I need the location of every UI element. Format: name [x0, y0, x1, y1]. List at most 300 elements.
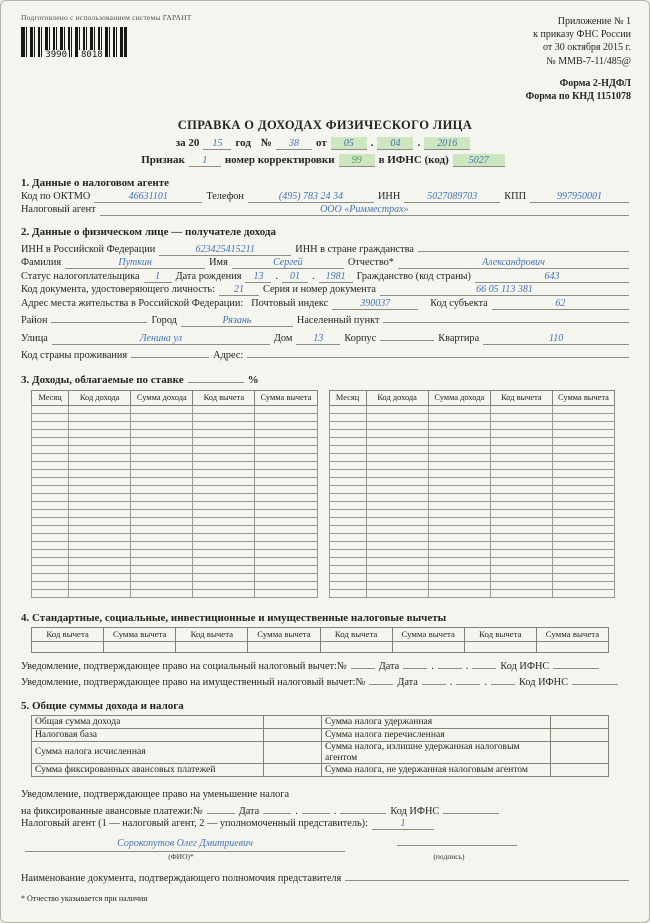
- income-cell: [329, 437, 366, 445]
- income-cell: [131, 565, 193, 573]
- deduction-cell: [176, 641, 248, 652]
- income-cell: [193, 509, 255, 517]
- tax-rate-field: [188, 371, 244, 383]
- correction-label: номер корректировки: [224, 154, 335, 167]
- income-cell: [428, 485, 490, 493]
- income-cell: [490, 485, 552, 493]
- income-cell: [193, 437, 255, 445]
- income-cell: [366, 429, 428, 437]
- income-cell: [255, 501, 317, 509]
- income-cell: [428, 469, 490, 477]
- phone-field: (495) 783 24 34: [248, 191, 374, 203]
- income-cell: [32, 581, 69, 589]
- deduction-row: [32, 641, 609, 652]
- income-cell: [32, 533, 69, 541]
- income-cell: [131, 573, 193, 581]
- signature-caption: (подпись): [433, 852, 465, 862]
- income-cell: [32, 557, 69, 565]
- income-col-header: Сумма вычета: [552, 391, 614, 405]
- income-cell: [329, 589, 366, 597]
- deductions-table: [31, 627, 609, 653]
- income-row: [32, 429, 318, 437]
- income-cell: [428, 581, 490, 589]
- title-line-period: [1, 137, 649, 150]
- inn-foreign-field: [418, 240, 629, 252]
- dot-separator: .: [465, 660, 469, 672]
- income-cell: [428, 477, 490, 485]
- totals-value: [551, 729, 609, 742]
- deduction-col-header: Сумма вычета: [248, 627, 320, 641]
- foreign-address-field: [247, 346, 629, 358]
- section-3: [21, 371, 633, 386]
- income-cell: [490, 509, 552, 517]
- income-cell: [255, 445, 317, 453]
- barcode-number: [21, 50, 127, 60]
- income-cell: [255, 413, 317, 421]
- surname-label: Фамилия: [21, 257, 62, 269]
- income-cell: [255, 469, 317, 477]
- income-cell: [69, 589, 131, 597]
- totals-label: Сумма налога удержанная: [322, 716, 551, 729]
- income-cell: [428, 509, 490, 517]
- income-cell: [552, 557, 614, 565]
- street-label: Улица: [21, 332, 48, 344]
- income-cell: [255, 581, 317, 589]
- income-row: [329, 461, 615, 469]
- income-cell: [131, 533, 193, 541]
- income-row: [32, 525, 318, 533]
- district-label: Район: [21, 315, 48, 327]
- oktmo-label: Код по ОКТМО: [21, 190, 91, 202]
- income-cell: [366, 589, 428, 597]
- agent-inn-field: 5027089703: [404, 191, 500, 203]
- income-cell: [366, 421, 428, 429]
- income-row: [32, 549, 318, 557]
- deduction-col-header: Код вычета: [32, 627, 104, 641]
- income-col-header: Месяц: [32, 391, 69, 405]
- patronymic-label: Отчество*: [347, 257, 394, 269]
- income-cell: [255, 493, 317, 501]
- income-row: [329, 549, 615, 557]
- income-cell: [329, 445, 366, 453]
- flat-label: Квартира: [438, 332, 480, 344]
- barcode: [21, 27, 127, 60]
- income-cell: [428, 533, 490, 541]
- income-row: [329, 429, 615, 437]
- notice-ifns-label: Код ИФНС: [519, 677, 568, 689]
- income-cell: [490, 573, 552, 581]
- form-name: Форма 2-НДФЛ: [559, 77, 631, 89]
- oktmo-field: 46631101: [94, 191, 202, 203]
- income-cell: [428, 421, 490, 429]
- income-cell: [32, 477, 69, 485]
- income-row: [32, 589, 318, 597]
- number-field: 38: [276, 137, 312, 150]
- income-cell: [69, 501, 131, 509]
- deduction-cell: [32, 641, 104, 652]
- income-cell: [552, 541, 614, 549]
- totals-label: Сумма налога исчисленная: [32, 742, 264, 764]
- income-cell: [193, 533, 255, 541]
- income-cell: [329, 501, 366, 509]
- agent-inn-label: ИНН: [377, 190, 401, 202]
- income-cell: [552, 589, 614, 597]
- income-cell: [32, 405, 69, 413]
- section-2: [21, 226, 633, 361]
- totals-value: [551, 716, 609, 729]
- page-header: [1, 1, 649, 103]
- income-cell: [193, 421, 255, 429]
- income-cell: [490, 557, 552, 565]
- income-row: [32, 541, 318, 549]
- totals-value: [264, 764, 322, 777]
- income-cell: [329, 421, 366, 429]
- totals-value: [264, 716, 322, 729]
- barcode-number-right: 8018: [81, 50, 103, 60]
- income-cell: [255, 405, 317, 413]
- income-cell: [69, 469, 131, 477]
- income-cell: [69, 429, 131, 437]
- income-cell: [490, 501, 552, 509]
- income-cell: [490, 453, 552, 461]
- street-field: Ленина ул: [52, 333, 270, 345]
- income-cell: [193, 477, 255, 485]
- income-cell: [131, 421, 193, 429]
- deduction-cell: [320, 641, 392, 652]
- income-cell: [552, 581, 614, 589]
- building-label: Корпус: [344, 332, 377, 344]
- notice-no-label: №: [336, 660, 347, 672]
- income-cell: [32, 461, 69, 469]
- income-cell: [69, 485, 131, 493]
- firstname-label: Имя: [209, 257, 228, 269]
- reduce-notice-month-field: [302, 802, 330, 814]
- section-4: [21, 612, 633, 624]
- income-row: [329, 517, 615, 525]
- income-row: [329, 525, 615, 533]
- income-row: [329, 477, 615, 485]
- income-cell: [255, 565, 317, 573]
- income-cell: [255, 477, 317, 485]
- income-cell: [32, 485, 69, 493]
- region-code-label: Код субъекта: [430, 297, 488, 309]
- income-cell: [552, 437, 614, 445]
- income-cell: [552, 485, 614, 493]
- income-cell: [552, 573, 614, 581]
- dot-separator: .: [333, 805, 337, 817]
- income-cell: [329, 509, 366, 517]
- fio-field: Сорокопутов Олег Дмитриевич: [25, 833, 345, 852]
- income-cell: [193, 573, 255, 581]
- income-row: [329, 509, 615, 517]
- signature-row: [21, 833, 633, 852]
- income-cell: [131, 437, 193, 445]
- form-knd-number: Форма по КНД 1151078: [525, 90, 631, 102]
- income-cell: [131, 445, 193, 453]
- citizenship-field: 643: [475, 271, 629, 283]
- section-4-notices: [21, 657, 633, 689]
- income-cell: [32, 445, 69, 453]
- footer: [21, 789, 633, 830]
- income-cell: [32, 493, 69, 501]
- income-cell: [490, 533, 552, 541]
- agent-name-label: Налоговый агент: [21, 204, 96, 216]
- income-cell: [255, 549, 317, 557]
- dot-separator: .: [370, 137, 374, 150]
- notice-no-label: №: [192, 805, 203, 817]
- prepared-note: Подготовлено с использованием системы ГАРАНТ: [21, 13, 192, 22]
- income-cell: [32, 421, 69, 429]
- income-cell: [255, 461, 317, 469]
- income-cell: [366, 445, 428, 453]
- income-cell: [193, 461, 255, 469]
- income-row: [329, 493, 615, 501]
- social-notice-ifns-field: [553, 657, 599, 669]
- income-cell: [69, 541, 131, 549]
- income-cell: [193, 541, 255, 549]
- income-row: [32, 533, 318, 541]
- income-cell: [32, 517, 69, 525]
- social-notice-label: Уведомление, подтверждающее право на социальный налоговый вычет:: [21, 660, 337, 672]
- income-cell: [69, 573, 131, 581]
- income-cell: [131, 525, 193, 533]
- income-cell: [490, 549, 552, 557]
- income-row: [329, 565, 615, 573]
- income-cell: [69, 533, 131, 541]
- income-cell: [428, 541, 490, 549]
- income-cell: [428, 405, 490, 413]
- income-cell: [193, 525, 255, 533]
- date-year-field: 2016: [424, 137, 470, 150]
- property-notice-month-field: [456, 673, 480, 685]
- income-row: [329, 413, 615, 421]
- income-cell: [193, 589, 255, 597]
- income-cell: [69, 525, 131, 533]
- income-row: [32, 453, 318, 461]
- income-cell: [32, 501, 69, 509]
- taxpayer-status-field: 1: [144, 271, 172, 283]
- income-cell: [69, 517, 131, 525]
- region-code-field: 62: [492, 298, 629, 310]
- deduction-col-header: Код вычета: [320, 627, 392, 641]
- section-2-heading: 2. Данные о физическом лице — получателе дохода: [21, 226, 276, 239]
- income-cell: [366, 493, 428, 501]
- income-cell: [255, 437, 317, 445]
- income-row: [32, 405, 318, 413]
- reduce-notice-day-field: [263, 802, 291, 814]
- income-col-header: Сумма дохода: [131, 391, 193, 405]
- deduction-cell: [392, 641, 464, 652]
- income-cell: [329, 525, 366, 533]
- header-left: [21, 13, 191, 103]
- income-cell: [490, 469, 552, 477]
- signer-type-field: 1: [372, 818, 434, 830]
- totals-row: [32, 742, 609, 764]
- flat-field: 110: [483, 333, 629, 345]
- income-cell: [193, 565, 255, 573]
- income-row: [32, 485, 318, 493]
- deduction-col-header: Код вычета: [176, 627, 248, 641]
- income-cell: [255, 421, 317, 429]
- income-cell: [69, 493, 131, 501]
- income-cell: [69, 421, 131, 429]
- priznak-label: Признак: [141, 154, 185, 167]
- income-cell: [428, 517, 490, 525]
- property-notice-label: Уведомление, подтверждающее право на имущественный налоговый вычет:: [21, 677, 356, 689]
- annex-line: от 30 октября 2015 г.: [543, 42, 631, 54]
- income-cell: [69, 565, 131, 573]
- income-cell: [131, 501, 193, 509]
- income-row: [329, 533, 615, 541]
- income-cell: [329, 429, 366, 437]
- taxpayer-status-label: Статус налогоплательщика: [21, 270, 140, 282]
- income-cell: [193, 429, 255, 437]
- deduction-cell: [536, 641, 608, 652]
- reduce-notice-ifns-field: [443, 802, 499, 814]
- income-cell: [490, 581, 552, 589]
- income-cell: [69, 453, 131, 461]
- birth-month-field: 01: [282, 271, 308, 283]
- signer-type-label: Налоговый агент (1 — налоговый агент, 2 — уполномоченный представитель):: [21, 818, 368, 830]
- totals-label: Сумма фиксированных авансовых платежей: [32, 764, 264, 777]
- page-title: СПРАВКА О ДОХОДАХ ФИЗИЧЕСКОГО ЛИЦА: [177, 118, 473, 133]
- income-col-header: Код вычета: [193, 391, 255, 405]
- ifns-field: 5027: [453, 154, 505, 167]
- income-cell: [329, 413, 366, 421]
- income-row: [32, 437, 318, 445]
- income-cell: [32, 509, 69, 517]
- income-cell: [490, 437, 552, 445]
- percent-sign: %: [247, 374, 259, 387]
- income-cell: [69, 413, 131, 421]
- city-field: Рязань: [181, 315, 293, 327]
- income-cell: [131, 461, 193, 469]
- income-cell: [255, 573, 317, 581]
- phone-label: Телефон: [206, 190, 244, 202]
- signature-field: [397, 834, 517, 846]
- income-cell: [366, 469, 428, 477]
- income-cell: [255, 525, 317, 533]
- section-4-heading: 4. Стандартные, социальные, инвестиционные и имущественные налоговые вычеты: [21, 611, 447, 624]
- deduction-cell: [104, 641, 176, 652]
- reduce-notice-line1: Уведомление, подтверждающее право на уменьшение налога: [21, 789, 290, 801]
- income-cell: [131, 517, 193, 525]
- income-cell: [490, 405, 552, 413]
- doc-code-label: Код документа, удостоверяющего личность:: [21, 284, 215, 296]
- totals-label: Сумма налога, не удержанная налоговым агентом: [322, 764, 551, 777]
- income-cell: [329, 565, 366, 573]
- date-month-field: 04: [377, 137, 413, 150]
- income-cell: [32, 541, 69, 549]
- deduction-cell: [248, 641, 320, 652]
- income-cell: [193, 485, 255, 493]
- agent-name-field: ООО «Римместрах»: [100, 204, 629, 216]
- residence-country-label: Код страны проживания: [21, 350, 128, 362]
- totals-label: Сумма налога, излишне удержанная налоговым агентом: [322, 742, 551, 764]
- income-row: [329, 501, 615, 509]
- kpp-label: КПП: [504, 190, 527, 202]
- income-cell: [428, 437, 490, 445]
- section-1-heading: 1. Данные о налоговом агенте: [21, 177, 170, 190]
- income-cell: [255, 589, 317, 597]
- income-cell: [32, 525, 69, 533]
- income-cell: [329, 517, 366, 525]
- income-cell: [32, 429, 69, 437]
- dot-separator: .: [449, 677, 453, 689]
- property-notice-ifns-field: [572, 673, 618, 685]
- income-cell: [329, 453, 366, 461]
- income-cell: [552, 405, 614, 413]
- income-table-left: [31, 390, 318, 597]
- reduce-notice-year-field: [340, 802, 386, 814]
- income-cell: [329, 469, 366, 477]
- income-row: [329, 581, 615, 589]
- income-cell: [552, 533, 614, 541]
- house-label: Дом: [273, 332, 293, 344]
- income-cell: [366, 573, 428, 581]
- income-cell: [131, 557, 193, 565]
- authority-doc-row: [21, 869, 633, 884]
- income-col-header: Сумма вычета: [255, 391, 317, 405]
- deduction-cell: [464, 641, 536, 652]
- income-cell: [32, 589, 69, 597]
- income-cell: [552, 509, 614, 517]
- income-cell: [428, 493, 490, 501]
- citizenship-label: Гражданство (код страны): [356, 270, 471, 282]
- doc-series-field: 66 05 113 381: [380, 284, 629, 296]
- income-row: [32, 413, 318, 421]
- income-cell: [329, 541, 366, 549]
- income-cell: [193, 413, 255, 421]
- address-rf-label: Адрес места жительства в Российской Федерации:: [21, 297, 244, 309]
- year-suffix-label: год: [235, 137, 251, 150]
- income-row: [32, 421, 318, 429]
- income-col-header: Код дохода: [366, 391, 428, 405]
- authority-doc-label: Наименование документа, подтверждающего полномочия представителя: [21, 873, 342, 885]
- income-cell: [490, 477, 552, 485]
- income-row: [32, 461, 318, 469]
- income-cell: [366, 549, 428, 557]
- income-cell: [366, 525, 428, 533]
- income-cell: [32, 413, 69, 421]
- income-cell: [552, 429, 614, 437]
- income-cell: [32, 565, 69, 573]
- income-cell: [428, 565, 490, 573]
- dot-separator: .: [295, 805, 298, 817]
- income-cell: [428, 525, 490, 533]
- income-cell: [69, 405, 131, 413]
- income-cell: [131, 493, 193, 501]
- income-cell: [131, 453, 193, 461]
- income-cell: [490, 525, 552, 533]
- income-cell: [69, 581, 131, 589]
- totals-row: [32, 764, 609, 777]
- section-3-heading: 3. Доходы, облагаемые по ставке: [21, 374, 184, 387]
- deduction-col-header: Сумма вычета: [536, 627, 608, 641]
- income-cell: [32, 453, 69, 461]
- income-cell: [490, 589, 552, 597]
- footnote: * Отчество указывается при наличии: [21, 894, 148, 904]
- income-cell: [255, 557, 317, 565]
- notice-date-label: Дата: [397, 677, 418, 689]
- header-right: [526, 13, 631, 103]
- totals-label: Налоговая база: [32, 729, 264, 742]
- income-row: [329, 421, 615, 429]
- income-cell: [131, 405, 193, 413]
- income-row: [32, 517, 318, 525]
- income-cell: [366, 581, 428, 589]
- property-notice-day-field: [422, 673, 446, 685]
